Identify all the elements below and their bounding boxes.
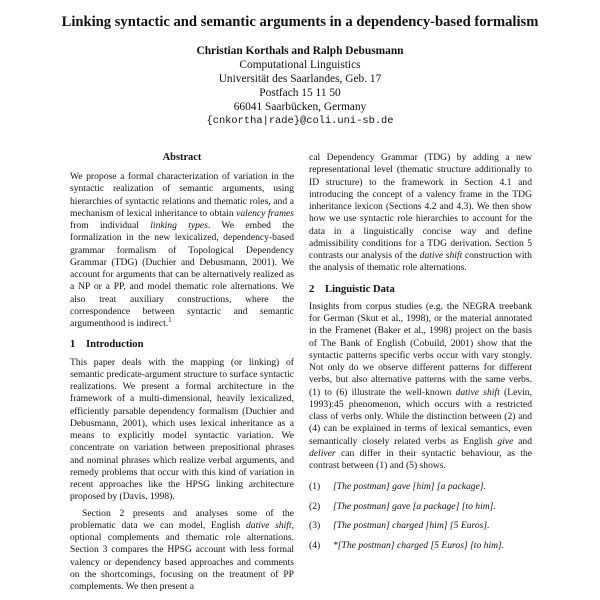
right-column [309,152,532,559]
example-item: (3) [The postman] charged [him] [5 Euros]. [309,520,490,532]
abstract-text: We propose a formal characterization of variation in the syntactic realization of semantic arguments, using hierarchies of syntactic relations and thematic roles, and a mechanism of lexical inheritance to obtain valency frames from individual linking types. We embed the formalization in the new lexicalized, dependency-based grammar formalism of Topological Dependency Grammar (TDG) (Duchier and Debusmann, 2001). We account for arguments that can be alternatively realized as a NP or a PP, and model thematic role alternations. We also treat auxiliary constructions, where the correspondence between syntactic and semantic argumenthood is indirect.$^1$ [70,171,294,329]
example-item: (2) [The postman] gave [a package] [to him]. [309,500,496,512]
introduction-paragraph: This paper deals with the mapping (or linking) of semantic predicate-argument structure to surface syntactic realizations. We present a formal architecture in the framework of a multi-dimensional, heavily lexicalized, efficiently parsable dependency formalism (Duchier and Debusmann, 2001), which uses lexical inheritance as a means to explicitly model syntactic variation. We concentrate on variation between prepositional phrases and nominal phrases which realize verbal arguments, and remedy problems that occur with this kind of variation in recent approaches like the HPSG linking architecture proposed by (Davis, 1998). [70,356,294,503]
example-list [309,481,532,559]
example-item: (1) [The postman] gave [him] [a package]. [309,481,486,493]
example-item: (4) *[The postman] charged [5 Euros] [to him]. [309,539,505,551]
left-column [70,152,294,593]
introduction-paragraph: Section 2 presents and analyses some of the problematic data we can model, English dative shift, optional complements and thematic role alternations. Section 3 compares the HPSG account with less formal valency or dependency based approaches and comments on the shortcomings, focusing on the treatment of PP complements. We then present a [70,507,295,592]
affiliation-line: Universität des Saarlandes, Geb. 17 [218,73,382,85]
body-paragraph: Insights from corpus studies (e.g. the NEGRA treebank for German (Skut et al., 1998), or the material annotated in the Framenet (Baker et al., 1998) project on the basis of The Bank of English (Cobuild, 2001) show that the syntactic patterns specific verbs occur with vary stongly. Not only do we observe different patterns for different verbs, but also alternative patterns with the same verbs. (1) to (6) illustrate the well-known dative shift (Levin, 1993):45 phenomenon, which occurs with a restricted class of verbs only. While the distinction between (2) and (4) can be explained in terms of lexical semantics, even semantically closely related verbs as English give and deliver can differ in their syntactic behaviour, as the contrast between (1) and (5) shows. [309,300,532,471]
section-heading-linguistic-data: 2 Linguistic Data [309,283,395,295]
affiliation-line: Computational Linguistics [239,59,361,71]
affiliation-line: 66041 Saarbücken, Germany [233,101,367,113]
author-names: Christian Korthals and Ralph Debusmann [196,45,404,57]
body-paragraph: cal Dependency Grammar (TDG) by adding a new representational level (thematic structure additionally to ID structure) to the framework in Section 4.1 and introducing the concept of a valency frame in the TDG inheritance lexicon (Sections 4.2 and 4.3). We then show how we use syntactic role hierarchies to account for the data in a linguistically concise way and define admissibility conditions for a TDG derivation. Section 5 contrasts our analysis of the dative shift construction with the analysis of thematic role alternations. [309,152,532,274]
footnote-mark: 1 [168,315,172,324]
author-email: {cnkortha|rade}@coli.uni-sb.de [206,115,394,127]
paper-title: Linking syntactic and semantic arguments in a dependency-based formalism [61,14,539,30]
abstract-heading: Abstract [162,152,202,163]
affiliation-line: Postfach 15 11 50 [259,87,341,99]
section-heading-introduction: 1 Introduction [70,339,144,351]
author-block [0,44,600,128]
